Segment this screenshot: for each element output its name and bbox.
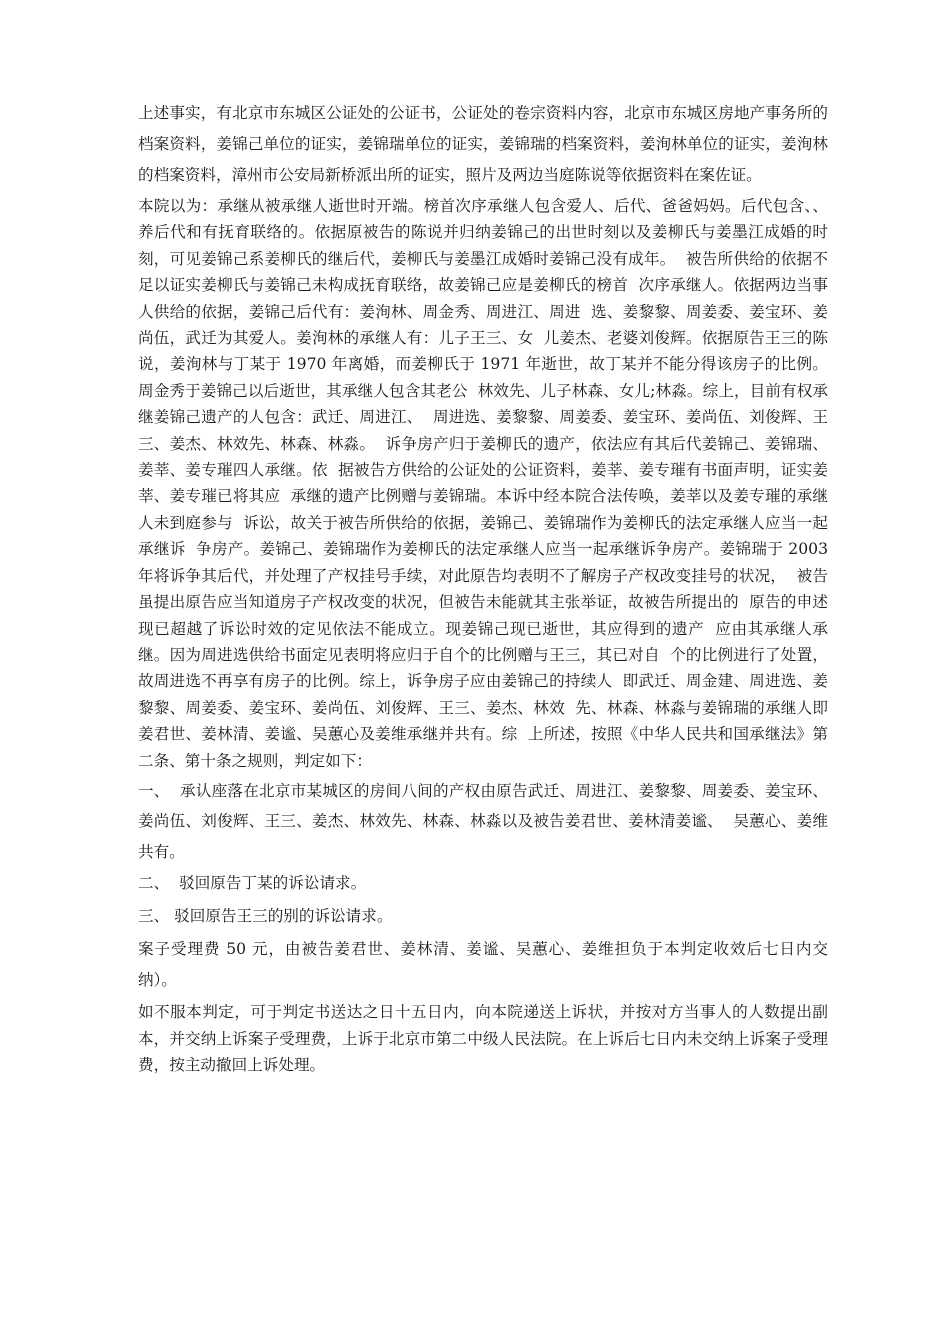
judgment-item-2: 二、 驳回原告丁某的诉讼请求。 [138, 874, 367, 893]
judgment-item-3: 三、 驳回原告王三的别的诉讼请求。 [138, 906, 393, 925]
court-reasoning-paragraph: 本院以为：承继从被承继人逝世时开端。榜首次序承继人包含爱人、后代、爸爸妈妈。后代包含、、养后代和有抚育联络的。依据原被告的陈说并归纳姜锦己的出世时刻以及姜柳氏与姜墨江成婚的时刻，可见姜锦己系姜柳氏的继后代，姜柳氏与姜墨江成婚时姜锦己没有成年。 被告所供给的依据不足以证实姜柳氏与姜锦己未构成抚育联络，故姜锦己应是姜柳氏的榜首 次序承继人。依据两边当事人供给的依据，姜锦己后代有：姜洵林、周金秀、周进江、周进 选、姜黎黎、周姜委、姜宝环、姜尚伍，武迁为其爱人。姜洵林的承继人有：儿子王三、女 儿姜杰、老婆刘俊辉。依据原告王三的陈说，姜洵林与丁某于 1970 年离婚，而姜柳氏于 1971 年逝世，故丁某并不能分得该房子的比例。周金秀于姜锦己以后逝世，其承继人包含其老公 林效先、儿子林森、女儿;林淼。综上，目前有权承继姜锦己遗产的人包含：武迁、周进江、 周进选、姜黎黎、周姜委、姜宝环、姜尚伍、刘俊辉、王三、姜杰、林效先、林森、林淼。 诉争房产归于姜柳氏的遗产，依法应有其后代姜锦己、姜锦瑞、姜莘、姜专璀四人承继。依 据被告方供给的公证处的公证资料，姜莘、姜专璀有书面声明，证实姜莘、姜专璀已将其应 承继的遗产比例赠与姜锦瑞。本诉中经本院合法传唤，姜莘以及姜专璀的承继人未到庭参与 诉讼，故关于被告所供给的依据，姜锦己、姜锦瑞作为姜柳氏的法定承继人应当一起承继诉 争房产。姜锦己、姜锦瑞作为姜柳氏的法定承继人应当一起承继诉争房产。姜锦瑞于 2003 年将诉争其后代，并处理了产权挂号手续，对此原告均表明不了解房子产权改变挂号的状况， 被告虽提出原告应当知道房子产权改变的状况，但被告未能就其主张举证，故被告所提出的 原告的申述现已超越了诉讼时效的定见依法不能成立。现姜锦己现已逝世，其应得到的遗产 应由其承继人承继。因为周进选供给书面定见表明将应归于自个的比例赠与王三，其已对自 个的比例进行了处置，故周进选不再享有房子的比例。综上，诉争房子应由姜锦己的持续人 即武迁、周金建、周进选、姜黎黎、周姜委、姜宝环、姜尚伍、刘俊辉、王三、姜杰、林效 先、林森、林淼与姜锦瑞的承继人即姜君世、姜林清、姜谧、吴蕙心及姜维承继并共有。综 上所述，按照《中华人民共和国承继法》第二条、第十条之规则，判定如下： [138, 197, 833, 770]
appeal-notice-paragraph: 如不服本判定，可于判定书送达之日十五日内，向本院递送上诉状，并按对方当事人的人数提出副本，并交纳上诉案子受理费，上诉于北京市第二中级人民法院。在上诉后七日内未交纳上诉案子受理费，按主动撤回上诉处理。 [138, 1003, 828, 1075]
judgment-item-1: 一、 承认座落在北京市某城区的房间八间的产权由原告武迁、周进江、姜黎黎、周姜委、姜宝环、姜尚伍、刘俊辉、王三、姜杰、林效先、林森、林淼以及被告姜君世、姜林清姜谧、 吴蕙心、姜维共有。 [138, 781, 828, 861]
case-fee-paragraph: 案子受理费 50 元，由被告姜君世、姜林清、姜谧、吴蕙心、姜维担负于本判定收效后七日内交纳）。 [138, 940, 828, 989]
evidence-paragraph: 上述事实，有北京市东城区公证处的公证书，公证处的卷宗资料内容，北京市东城区房地产事务所的档案资料，姜锦己单位的证实，姜锦瑞单位的证实，姜锦瑞的档案资料，姜洵林单位的证实，姜洵林的档案资料，漳州市公安局新桥派出所的证实，照片及两边当庭陈说等依据资料在案佐证。 [138, 104, 828, 184]
document-body [138, 98, 833, 1082]
